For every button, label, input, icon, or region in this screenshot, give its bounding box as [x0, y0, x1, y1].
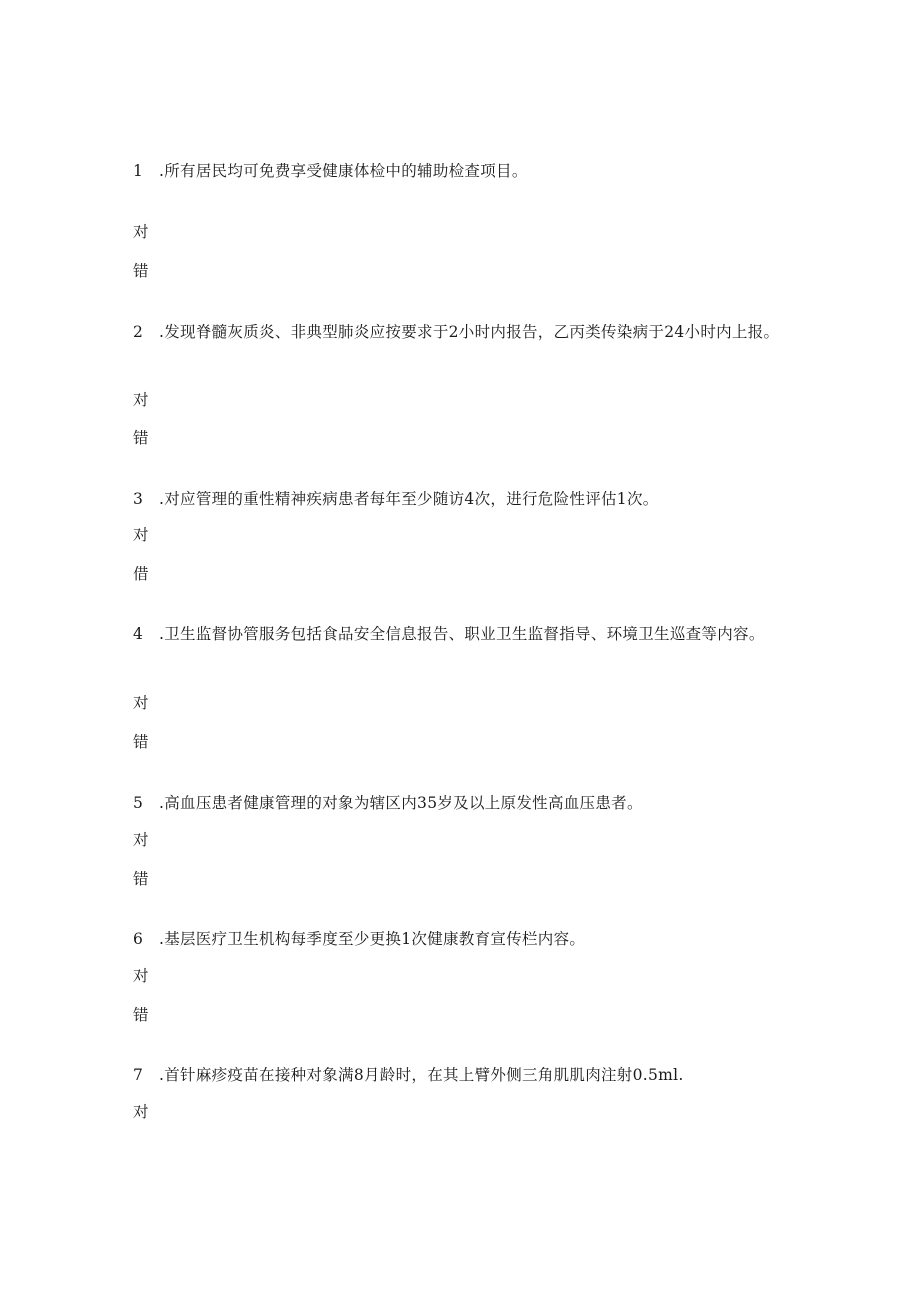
question-number: 4 [133, 625, 144, 643]
question-3 [133, 485, 788, 513]
question-5 [133, 789, 788, 817]
option-false: 错 [133, 733, 149, 751]
option-false: 错 [133, 870, 149, 888]
question-6 [133, 925, 788, 953]
option-true: 对 [133, 831, 149, 849]
question-text: .卫生监督协管服务包括食品安全信息报告、职业卫生监督指导、环境卫生巡查等内容。 [159, 625, 765, 643]
option-true: 对 [133, 223, 149, 241]
option-false: 错 [133, 1006, 149, 1024]
question-number: 2 [133, 323, 144, 341]
question-2 [133, 318, 788, 346]
question-number: 3 [133, 490, 144, 508]
question-text: .首针麻疹疫苗在接种对象满8月龄时，在其上臂外侧三角肌肌肉注射0.5ml. [159, 1066, 684, 1084]
option-true: 对 [133, 694, 149, 712]
option-true: 对 [133, 967, 149, 985]
question-number: 5 [133, 794, 144, 812]
question-text: .基层医疗卫生机构每季度至少更换1次健康教育宣传栏内容。 [159, 930, 586, 948]
question-1 [133, 157, 788, 185]
question-text: .发现脊髓灰质炎、非典型肺炎应按要求于2小时内报告，乙丙类传染病于24小时内上报。 [159, 323, 780, 341]
question-text: .高血压患者健康管理的对象为辖区内35岁及以上原发性高血压患者。 [159, 794, 643, 812]
option-true: 对 [133, 391, 149, 409]
question-7 [133, 1061, 788, 1089]
question-number: 1 [133, 162, 144, 180]
option-true: 对 [133, 1103, 149, 1121]
question-text: .对应管理的重性精神疾病患者每年至少随访4次，进行危险性评估1次。 [159, 490, 659, 508]
option-false: 错 [133, 429, 149, 447]
question-text: .所有居民均可免费享受健康体检中的辅助检查项目。 [159, 162, 528, 180]
option-true: 对 [133, 526, 149, 544]
option-false: 借 [133, 565, 149, 583]
question-number: 7 [133, 1066, 144, 1084]
option-false: 错 [133, 262, 149, 280]
question-number: 6 [133, 930, 144, 948]
question-4 [133, 620, 788, 648]
